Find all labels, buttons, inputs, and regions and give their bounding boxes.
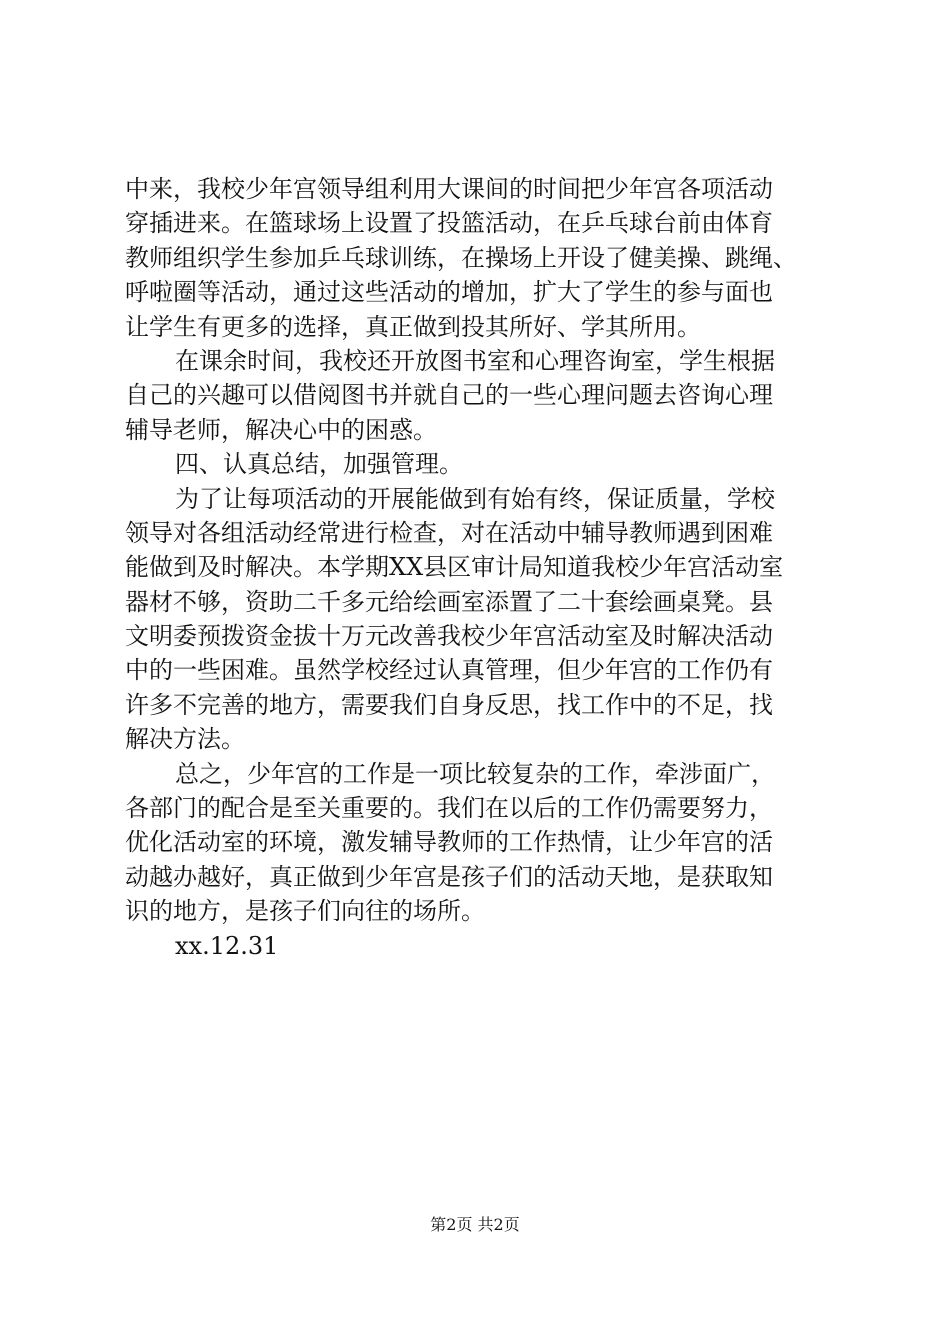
body-line: 中来，我校少年宫领导组利用大课间的时间把少年宫各项活动 <box>125 175 773 203</box>
body-line: 识的地方，是孩子们向往的场所。 <box>125 897 485 926</box>
document-date: xx.12.31 <box>175 931 279 960</box>
paragraph-start-line: 为了让每项活动的开展能做到有始有终，保证质量，学校 <box>175 484 775 513</box>
page-footer <box>0 1214 950 1236</box>
page-number-label: 第2页 共2页 <box>430 1215 520 1234</box>
body-line: 自己的兴趣可以借阅图书并就自己的一些心理问题去咨询心理 <box>125 381 773 410</box>
body-line: 文明委预拨资金拔十万元改善我校少年宫活动室及时解决活动 <box>125 622 773 651</box>
body-line: 中的一些困难。虽然学校经过认真管理，但少年宫的工作仍有 <box>125 656 773 685</box>
body-line: 让学生有更多的选择，真正做到投其所好、学其所用。 <box>125 312 701 341</box>
body-line: 教师组织学生参加乒乓球训练，在操场上开设了健美操、跳绳、 <box>125 243 797 272</box>
body-line: 许多不完善的地方，需要我们自身反思，找工作中的不足，找 <box>125 690 773 719</box>
body-line: 能做到及时解决。本学期XX县区审计局知道我校少年宫活动室 <box>125 553 784 582</box>
section-heading: 四、认真总结，加强管理。 <box>175 450 463 479</box>
paragraph-start-line: 总之，少年宫的工作是一项比较复杂的工作，牵涉面广， <box>175 759 775 788</box>
body-line: 领导对各组活动经常进行检查，对在活动中辅导教师遇到困难 <box>125 518 773 547</box>
body-line: 呼啦圈等活动，通过这些活动的增加，扩大了学生的参与面也 <box>125 278 773 307</box>
body-line: 各部门的配合是至关重要的。我们在以后的工作仍需要努力， <box>125 794 773 823</box>
body-line: 动越办越好，真正做到少年宫是孩子们的活动天地，是获取知 <box>125 862 773 891</box>
body-line: 穿插进来。在篮球场上设置了投篮活动，在乒乓球台前由体育 <box>125 209 773 238</box>
body-line: 辅导老师，解决心中的困惑。 <box>125 415 437 444</box>
body-line: 优化活动室的环境，激发辅导教师的工作热情，让少年宫的活 <box>125 828 773 857</box>
paragraph-start-line: 在课余时间，我校还开放图书室和心理咨询室，学生根据 <box>175 346 775 375</box>
body-line: 器材不够，资助二千多元给绘画室添置了二十套绘画桌凳。县 <box>125 587 773 616</box>
document-body <box>125 172 845 963</box>
body-line: 解决方法。 <box>125 725 245 754</box>
